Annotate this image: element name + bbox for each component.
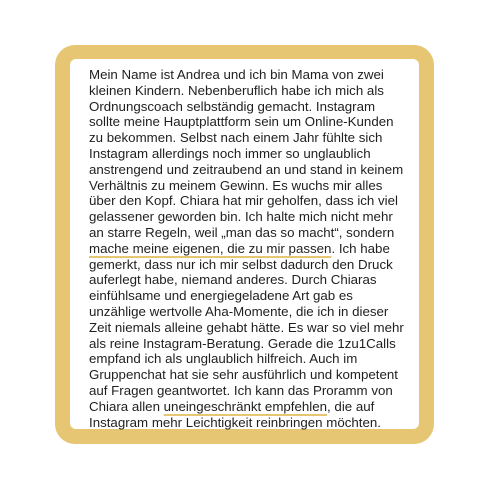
text-line-highlight xyxy=(89,399,411,415)
text-fragment: Chiara allen xyxy=(89,398,164,414)
text-line: Instagram allerdings noch immer so unglaublich xyxy=(89,145,371,161)
highlighted-phrase: uneingeschränkt empfehlen xyxy=(163,398,328,414)
text-line: über den Kopf. Chiara hat mir geholfen, dass ich viel xyxy=(89,193,398,209)
text-fragment: , die auf xyxy=(327,398,375,414)
text-line: Zeit niemals alleine gehabt hätte. Es war so viel mehr xyxy=(89,319,404,335)
text-line: auferlegt habe, niemand anderes. Durch Chiaras xyxy=(89,272,377,288)
text-line: sollte meine Hauptplattform sein um Online-Kunden xyxy=(89,114,394,130)
text-line: an starre Regeln, weil „man das so macht“, sondern xyxy=(89,224,395,240)
testimonial-text xyxy=(89,67,411,430)
text-line: Mein Name ist Andrea und ich bin Mama von zwei xyxy=(89,67,384,82)
text-line: Instagram mehr Leichtigkeit reinbringen möchten. xyxy=(89,414,381,430)
text-line: empfand ich als unglaublich hilfreich. Auch im xyxy=(89,351,358,367)
text-fragment: . Ich habe xyxy=(331,240,390,256)
text-line: einfühlsame und energiegeladene Art gab es xyxy=(89,288,353,304)
highlighted-phrase: mache meine eigenen, die zu mir passen xyxy=(89,240,332,256)
text-line: auf Fragen geantwortet. Ich kann das Proramm von xyxy=(89,382,393,398)
text-line: Ordnungscoach selbständig gemacht. Instagram xyxy=(89,98,376,114)
text-line: Gruppenchat hat sie sehr ausführlich und kompetent xyxy=(89,367,398,383)
text-line: anstrengend und zeitraubend an und stand in keinem xyxy=(89,161,404,177)
text-line: gemerkt, dass nur ich mir selbst dadurch den Druck xyxy=(89,256,393,272)
text-line: unzählige wertvolle Aha-Momente, die ich in dieser xyxy=(89,303,389,319)
text-line: kleinen Kindern. Nebenberuflich habe ich mich als xyxy=(89,82,384,98)
text-line: als reine Instagram-Beratung. Gerade die 1zu1Calls xyxy=(89,335,396,351)
text-line: zu bekommen. Selbst nach einem Jahr fühlte sich xyxy=(89,130,383,146)
text-line: gelassener geworden bin. Ich halte mich nicht mehr xyxy=(89,209,393,225)
text-line-highlight xyxy=(89,241,411,257)
text-line: Verhältnis zu meinem Gewinn. Es wuchs mir alles xyxy=(89,177,383,193)
